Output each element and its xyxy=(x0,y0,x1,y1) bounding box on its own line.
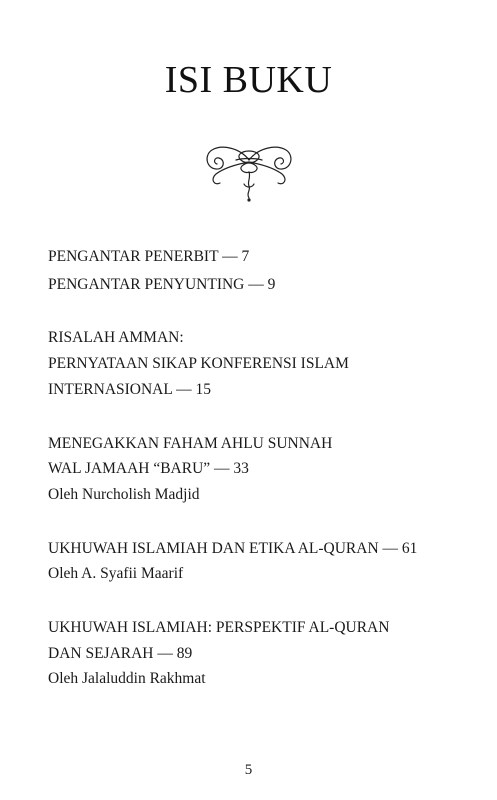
toc-entry[interactable] xyxy=(48,325,468,402)
toc-entry-title: PENGANTAR PENYUNTING — 9 xyxy=(48,275,276,293)
toc-entry[interactable] xyxy=(48,244,468,270)
toc-entry-author: Oleh Nurcholish Madjid xyxy=(48,485,200,503)
toc-entry-title: UKHUWAH ISLAMIAH DAN ETIKA AL-QURAN — 61 xyxy=(48,539,418,557)
toc-entry[interactable] xyxy=(48,431,468,508)
table-of-contents xyxy=(48,244,468,720)
toc-entry-title: UKHUWAH ISLAMIAH: PERSPEKTIF AL-QURAN xyxy=(48,619,390,637)
toc-entry-author: Oleh Jalaluddin Rakhmat xyxy=(48,670,206,688)
toc-entry-title: RISALAH AMMAN: xyxy=(48,329,184,347)
toc-entry-title: PENGANTAR PENERBIT — 7 xyxy=(48,248,250,265)
toc-entry-title: MENEGAKKAN FAHAM AHLU SUNNAH xyxy=(48,434,333,452)
page-number: 5 xyxy=(244,762,253,778)
toc-entry-title: PERNYATAAN SIKAP KONFERENSI ISLAM xyxy=(48,355,349,373)
toc-entry-title: WAL JAMAAH “BARU” — 33 xyxy=(48,460,249,478)
toc-entry[interactable] xyxy=(48,615,468,692)
toc-entry[interactable] xyxy=(48,536,468,587)
toc-entry-title: DAN SEJARAH — 89 xyxy=(48,644,193,662)
page-title: ISI BUKU xyxy=(164,59,333,101)
flourish-ornament-icon xyxy=(202,138,296,204)
toc-entry[interactable] xyxy=(48,272,468,298)
toc-entry-author: Oleh A. Syafii Maarif xyxy=(48,565,184,583)
toc-entry-title: INTERNASIONAL — 15 xyxy=(48,380,212,398)
